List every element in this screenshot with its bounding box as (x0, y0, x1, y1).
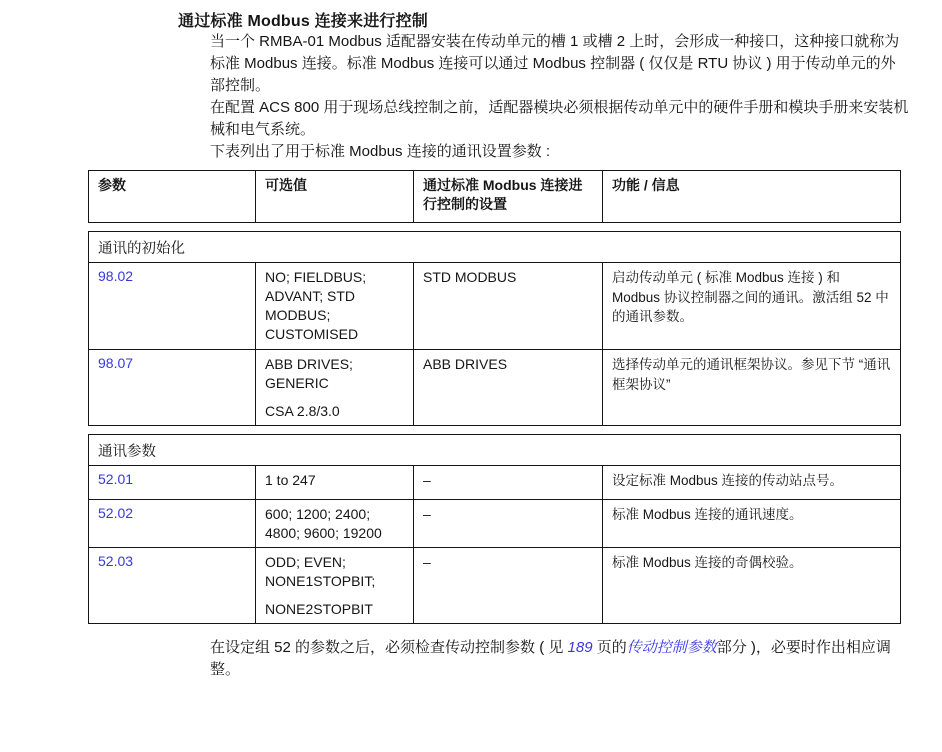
section-row-comm-params (89, 435, 901, 466)
options-text: NO; FIELDBUS; ADVANT; STD MODBUS; CUSTOMISED (265, 269, 367, 342)
options-cell (256, 548, 414, 624)
section-title-comm-params: 通讯参数 (89, 435, 901, 466)
parameter-table-header (88, 170, 901, 223)
param-link-52-02[interactable]: 52.02 (98, 505, 134, 521)
function-cell: 启动传动单元 ( 标准 Modbus 连接 ) 和 Modbus 协议控制器之间的通讯。激活组 52 中的通讯参数。 (603, 263, 901, 350)
closing-text-prefix: 在设定组 52 的参数之后，必须检查传动控制参数 ( 见 (210, 639, 568, 656)
setting-cell: – (414, 466, 603, 500)
function-cell: 设定标准 Modbus 连接的传动站点号。 (603, 466, 901, 500)
param-cell (89, 548, 256, 624)
col-header-parameter: 参数 (89, 171, 256, 223)
options-cell (256, 263, 414, 350)
comm-params-table (88, 434, 901, 624)
param-cell (89, 263, 256, 350)
options-text: 600; 1200; 2400; 4800; 9600; 19200 (265, 506, 382, 541)
options-cell (256, 350, 414, 426)
param-link-52-03[interactable]: 52.03 (98, 553, 134, 569)
col-header-setting: 通过标准 Modbus 连接进行控制的设置 (414, 171, 603, 223)
section-row-comm-init (89, 232, 901, 263)
param-link-98-02[interactable]: 98.02 (98, 268, 134, 284)
setting-cell: ABB DRIVES (414, 350, 603, 426)
function-cell: 标准 Modbus 连接的通讯速度。 (603, 500, 901, 548)
function-cell: 标准 Modbus 连接的奇偶校验。 (603, 548, 901, 624)
options-cell (256, 466, 414, 500)
setting-cell: – (414, 500, 603, 548)
document-page (0, 8, 942, 752)
setting-cell: STD MODBUS (414, 263, 603, 350)
options-text-2: NONE2STOPBIT (265, 601, 373, 617)
options-text-2: CSA 2.8/3.0 (265, 403, 340, 419)
options-text: 1 to 247 (265, 472, 316, 488)
table-header-row (89, 171, 901, 223)
table-intro-paragraph: 下表列出了用于标准 Modbus 连接的通讯设置参数 : (210, 143, 551, 160)
param-link-98-07[interactable]: 98.07 (98, 355, 134, 371)
intro-paragraph: 当一个 RMBA-01 Modbus 适配器安装在传动单元的槽 1 或槽 2 上时，会形成一种接口，这种接口就称为标准 Modbus 连接。标准 Modbus 连接可以通过 Modbus 控制器 ( 仅仅是 RTU 协议 ) 用于传动单元的外部控制。 (210, 33, 900, 94)
param-cell (89, 350, 256, 426)
param-cell (89, 466, 256, 500)
config-paragraph: 在配置 ACS 800 用于现场总线控制之前，适配器模块必须根据传动单元中的硬件手册和模块手册来安装机械和电气系统。 (210, 99, 909, 138)
closing-text-suffix: 部分 )，必要时作出相应调整。 (210, 639, 891, 678)
options-text: ABB DRIVES; GENERIC (265, 356, 353, 391)
table-row-98-02 (89, 263, 901, 350)
param-link-52-01[interactable]: 52.01 (98, 471, 134, 487)
closing-text-mid: 页的 (592, 639, 627, 656)
options-text: ODD; EVEN; NONE1STOPBIT; (265, 554, 376, 589)
col-header-function: 功能 / 信息 (603, 171, 901, 223)
options-cell (256, 500, 414, 548)
page-number-link[interactable]: 189 (567, 639, 593, 656)
section-title-comm-init: 通讯的初始化 (89, 232, 901, 263)
table-row-52-03 (89, 548, 901, 624)
table-row-52-01 (89, 466, 901, 500)
setting-cell: – (414, 548, 603, 624)
table-row-98-07 (89, 350, 901, 426)
function-cell: 选择传动单元的通讯框架协议。参见下节 “通讯框架协议” (603, 350, 901, 426)
closing-paragraph (210, 637, 910, 681)
drive-control-params-link[interactable]: 传动控制参数 (626, 639, 717, 656)
col-header-options: 可选值 (256, 171, 414, 223)
comm-init-table (88, 231, 901, 426)
param-cell (89, 500, 256, 548)
table-row-52-02 (89, 500, 901, 548)
page-title: 通过标准 Modbus 连接来进行控制 (178, 13, 429, 30)
